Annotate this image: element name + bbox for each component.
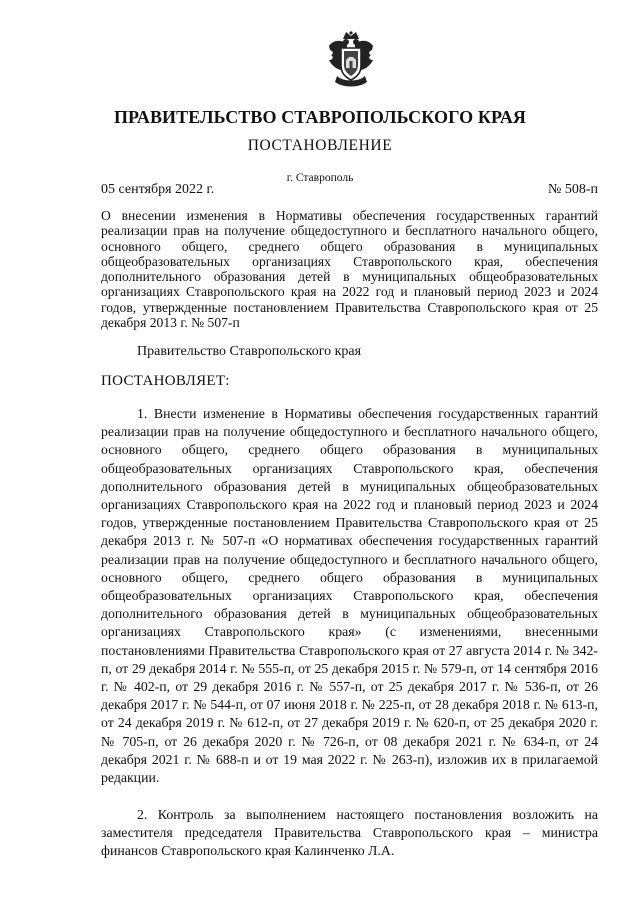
paragraph-2: 2. Контроль за выполнением настоящего постановления возложить на заместителя председателя Правительства Ставропольского края – министра финансов Ставропольского края Калинченко Л.А. bbox=[101, 807, 598, 859]
preamble: Правительство Ставропольского края bbox=[137, 344, 362, 359]
paragraph-1: 1. Внести изменение в Нормативы обеспечения государственных гарантий реализации прав на получение общедоступного и бесплатного начального общего, основного общего, среднего общего образования в муниципальных общеобразовательных организациях Ставропольского края, обеспечения дополнительного образования детей в муниципальных общеобразовательных организациях Ставропольского края на 2022 год и плановый период 2023 и 2024 годов, утвержденные постановлением Правительства Ставропольского края от 25 декабря 2013 г. № 507-п «О нормативах обеспечения государственных гарантий реализации прав на получение общедоступного и бесплатного начального общего, основного общего, среднего общего образования в муниципальных общеобразовательных организациях Ставропольского края, обеспечения дополнительного образования детей в муниципальных общеобразовательных организациях Ставропольского края» (с изменениями, внесенными постановлениями Правительства Ставропольского края от 27 августа 2014 г. № 342-п, от 29 декабря 2014 г. № 555-п, от 25 декабря 2015 г. № 579-п, от 14 сентября 2016 г. № 402-п, от 29 декабря 2016 г. № 557-п, от 25 декабря 2017 г. № 536-п, от 26 декабря 2017 г. № 544-п, от 07 июня 2018 г. № 225-п, от 28 декабря 2018 г. № 613-п, от 24 декабря 2019 г. № 612-п, от 27 декабря 2019 г. № 620-п, от 25 декабря 2020 г. № 705-п, от 26 декабря 2020 г. № 726-п, от 08 декабря 2021 г. № 634-п, от 24 декабря 2021 г. № 688-п и от 19 мая 2022 г. № 263-п), изложив их в прилагаемой редакции. bbox=[101, 406, 598, 786]
document-type: ПОСТАНОВЛЕНИЕ bbox=[247, 137, 393, 154]
government-title: ПРАВИТЕЛЬСТВО СТАВРОПОЛЬСКОГО КРАЯ bbox=[113, 107, 527, 127]
document-subject: О внесении изменения в Нормативы обеспечения государственных гарантий реализации прав на получение общедоступного и бесплатного начального общего, основного общего, среднего общего образования в муниципальных общеобразовательных организациях Ставропольского края, обеспечения дополнительного образования детей в муниципальных общеобразовательных организациях Ставропольского края на 2022 год и плановый период 2023 и 2024 годов, утвержденные постановлением Правительства Ставропольского края от 25 декабря 2013 г. № 507-п bbox=[101, 208, 598, 331]
resolves-heading: ПОСТАНОВЛЯЕТ: bbox=[101, 373, 230, 389]
document-date: 05 сентября 2022 г. bbox=[101, 182, 215, 197]
stavropol-coat-of-arms-icon bbox=[327, 30, 375, 88]
city: г. Ставрополь bbox=[286, 172, 354, 184]
document-number: № 508-п bbox=[547, 182, 598, 197]
